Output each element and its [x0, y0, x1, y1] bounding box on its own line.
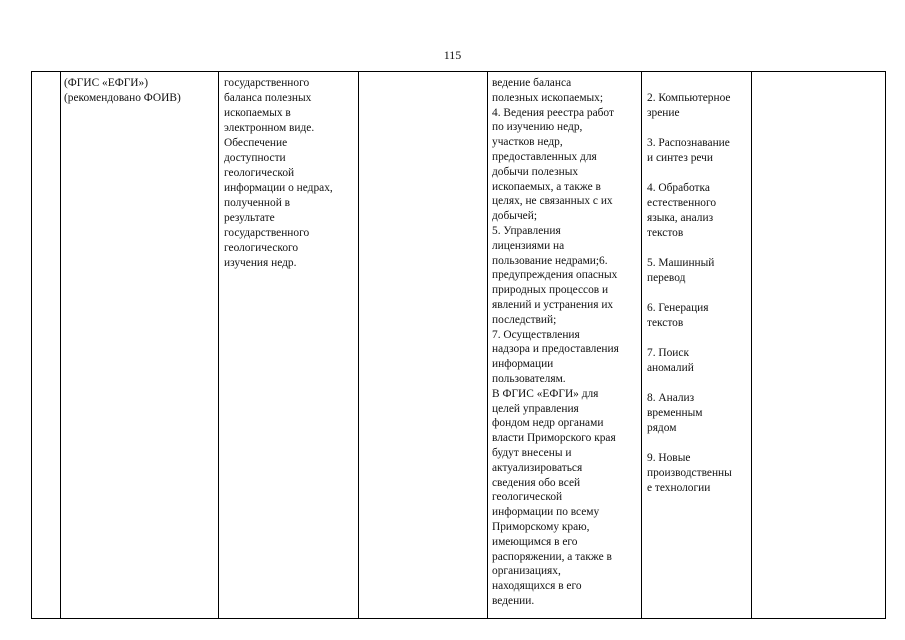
- text-line: перевод: [647, 272, 686, 284]
- text-line: ископаемых, а также в: [492, 180, 601, 193]
- text-line: доступности: [224, 152, 286, 164]
- text-line: В ФГИС «ЕФГИ» для: [492, 387, 599, 400]
- text-line: целей управления: [492, 402, 579, 415]
- text-line: Обеспечение: [224, 137, 288, 149]
- text-line: сведения обо всей: [492, 476, 581, 489]
- technology-item: [647, 451, 752, 496]
- text-line: 4. Обработка: [647, 182, 710, 194]
- cell-system-name: [64, 76, 244, 106]
- technology-item: [647, 136, 752, 166]
- text-line: государственного: [224, 77, 310, 89]
- text-line: 2. Компьютерное: [647, 92, 731, 104]
- cell-technologies: [647, 76, 752, 511]
- text-line: власти Приморского края: [492, 432, 616, 445]
- technology-item: [647, 301, 752, 331]
- text-line: актуализироваться: [492, 461, 583, 474]
- text-line: надзора и предоставления: [492, 343, 619, 356]
- text-line: 6. Генерация: [647, 302, 709, 314]
- text-line: зрение: [647, 107, 680, 119]
- text-line: лицензиями на: [492, 239, 565, 252]
- page-number: 115: [443, 48, 462, 62]
- text-line: будут внесены и: [492, 446, 572, 459]
- text-line: (ФГИС «ЕФГИ»): [64, 77, 149, 89]
- text-line: предупреждения опасных: [492, 269, 618, 282]
- text-line: информации: [492, 358, 554, 371]
- cell-functions: [492, 76, 644, 609]
- text-line: ведение баланса: [492, 77, 572, 89]
- text-line: фондом недр органами: [492, 417, 604, 430]
- text-line: производственны: [647, 467, 732, 479]
- text-line: изучения недр.: [224, 257, 297, 269]
- technology-item: [647, 391, 752, 436]
- text-line: пользование недрами;6.: [492, 254, 608, 267]
- text-line: 4. Ведения реестра работ: [492, 106, 614, 119]
- text-line: предоставленных для: [492, 150, 597, 163]
- text-line: ископаемых в: [224, 107, 291, 119]
- technology-item: [647, 256, 752, 286]
- text-line: информации по всему: [492, 506, 600, 519]
- text-line: рядом: [647, 422, 677, 434]
- text-line: добычей;: [492, 210, 537, 223]
- text-line: добычи полезных: [492, 165, 579, 178]
- text-line: и синтез речи: [647, 152, 714, 164]
- text-line: природных процессов и: [492, 284, 609, 297]
- text-line: геологического: [224, 242, 299, 254]
- text-line: 5. Управления: [492, 224, 561, 237]
- text-line: 3. Распознавание: [647, 137, 730, 149]
- text-line: имеющимся в его: [492, 535, 578, 548]
- text-line: 7. Поиск: [647, 347, 689, 359]
- text-line: по изучению недр,: [492, 121, 583, 134]
- text-line: пользователям.: [492, 372, 566, 385]
- text-line: результате: [224, 212, 275, 224]
- text-line: аномалий: [647, 362, 694, 374]
- text-line: текстов: [647, 227, 684, 239]
- text-line: организациях,: [492, 565, 561, 578]
- text-line: полученной в: [224, 197, 291, 209]
- column-divider: [218, 72, 219, 618]
- text-line: Приморскому краю,: [492, 520, 590, 533]
- technology-item: [647, 346, 752, 376]
- text-line: 9. Новые: [647, 452, 691, 464]
- column-divider: [60, 72, 61, 618]
- text-line: полезных ископаемых;: [492, 91, 604, 104]
- text-line: языка, анализ: [647, 212, 714, 224]
- text-line: участков недр,: [492, 136, 563, 149]
- text-line: находящихся в его: [492, 580, 582, 593]
- cell-purpose: [224, 76, 356, 271]
- table: [31, 71, 886, 619]
- text-line: е технологии: [647, 482, 711, 494]
- text-line: целях, не связанных с их: [492, 195, 613, 208]
- text-line: 8. Анализ: [647, 392, 695, 404]
- text-line: баланса полезных: [224, 92, 312, 104]
- text-line: текстов: [647, 317, 684, 329]
- text-line: распоряжении, а также в: [492, 550, 612, 563]
- text-line: (рекомендовано ФОИВ): [64, 92, 181, 104]
- text-line: информации о недрах,: [224, 182, 333, 194]
- text-line: явлений и устранения их: [492, 298, 614, 311]
- text-line: государственного: [224, 227, 310, 239]
- text-line: временным: [647, 407, 703, 419]
- technology-item: [647, 181, 752, 241]
- column-divider: [487, 72, 488, 618]
- text-line: 7. Осуществления: [492, 328, 580, 341]
- text-line: естественного: [647, 197, 717, 209]
- text-line: последствий;: [492, 313, 557, 326]
- text-line: ведении.: [492, 594, 535, 607]
- text-line: электронном виде.: [224, 122, 315, 134]
- text-line: геологической: [224, 167, 295, 179]
- column-divider: [358, 72, 359, 618]
- text-line: 5. Машинный: [647, 257, 715, 269]
- technology-item: [647, 91, 752, 121]
- text-line: геологической: [492, 491, 563, 504]
